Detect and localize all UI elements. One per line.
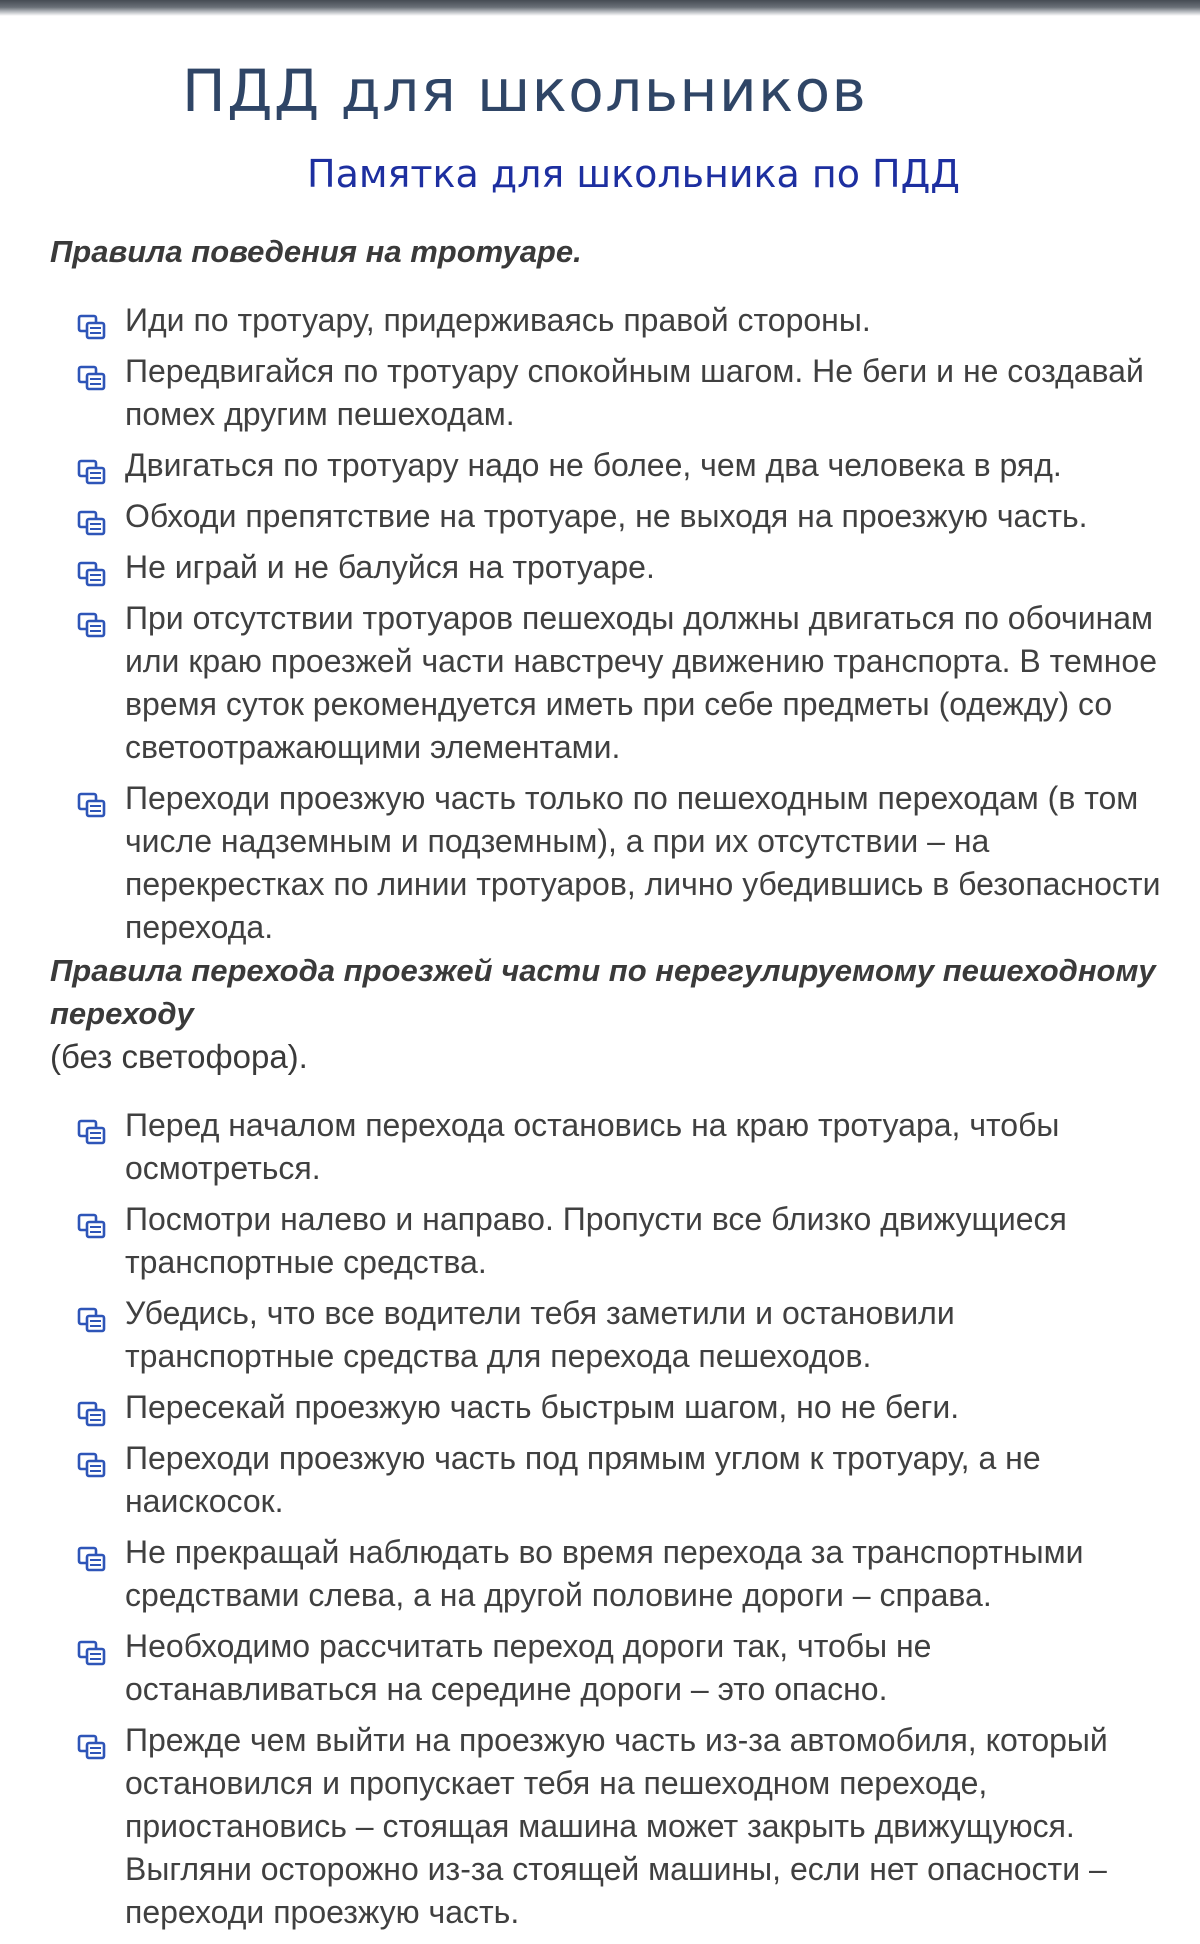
double-square-icon [77, 1301, 107, 1327]
crossing-rules-list [50, 1104, 1170, 1934]
page-subtitle: Памятка для школьника по ПДД [307, 152, 960, 196]
double-square-icon [77, 555, 107, 581]
double-square-icon [77, 1540, 107, 1566]
list-item [50, 597, 1170, 769]
list-item-text: При отсутствии тротуаров пешеходы должны двигаться по обочинам или краю проезжей части навстречу движению транспорта. В темное время суток рекомендуется иметь при себе предметы (одежду) со светоотражающими элементами. [125, 600, 1157, 765]
double-square-icon [77, 1395, 107, 1421]
list-item [50, 1292, 1170, 1378]
section-heading-crossing: Правила перехода проезжей части по нерегулируемому пешеходному переходу [50, 953, 1156, 1031]
list-item-text: Необходимо рассчитать переход дороги так, чтобы не останавливаться на середине дороги – это опасно. [125, 1628, 932, 1707]
list-item-text: Убедись, что все водители тебя заметили и остановили транспортные средства для перехода пешеходов. [125, 1295, 955, 1374]
list-item-text: Переходи проезжую часть под прямым углом к тротуару, а не наискосок. [125, 1440, 1041, 1519]
memo-content [50, 230, 1170, 1942]
list-item-text: Посмотри налево и направо. Пропусти все близко движущиеся транспортные средства. [125, 1201, 1067, 1280]
list-item [50, 1719, 1170, 1934]
double-square-icon [77, 1113, 107, 1139]
double-square-icon [77, 786, 107, 812]
double-square-icon [77, 453, 107, 479]
list-item [50, 495, 1170, 538]
list-item-text: Передвигайся по тротуару спокойным шагом. Не беги и не создавай помех другим пешеходам. [125, 353, 1144, 432]
double-square-icon [77, 1728, 107, 1754]
double-square-icon [77, 359, 107, 385]
list-item-text: Не прекращай наблюдать во время перехода за транспортными средствами слева, а на другой половине дороги – справа. [125, 1534, 1084, 1613]
section-heading-sidewalk: Правила поведения на тротуаре. [50, 234, 582, 269]
list-item-text: Переходи проезжую часть только по пешеходным переходам (в том числе надземным и подземным), а при их отсутствии – на перекрестках по линии тротуаров, лично убедившись в безопасности перехода. [125, 780, 1161, 945]
list-item-text: Иди по тротуару, придерживаясь правой стороны. [125, 302, 871, 338]
list-item-text: Не играй и не балуйся на тротуаре. [125, 549, 655, 585]
page-title: ПДД для школьников [182, 57, 868, 125]
list-item [50, 1625, 1170, 1711]
list-item-text: Пересекай проезжую часть быстрым шагом, но не беги. [125, 1389, 960, 1425]
double-square-icon [77, 1207, 107, 1233]
list-item [50, 777, 1170, 949]
list-item [50, 546, 1170, 589]
double-square-icon [77, 606, 107, 632]
top-shadow-bar [0, 0, 1200, 16]
sidewalk-rules-list [50, 299, 1170, 949]
list-item-text: Перед началом перехода остановись на краю тротуара, чтобы осмотреться. [125, 1107, 1060, 1186]
list-item [50, 1531, 1170, 1617]
list-item-text: Прежде чем выйти на проезжую часть из-за автомобиля, который остановился и пропускает тебя на пешеходном переходе, приостановись – стоящая машина может закрыть движущуюся. Выгляни осторожно из-за стоящей машины, если нет опасности – переходи проезжую часть. [125, 1722, 1108, 1930]
list-item [50, 1198, 1170, 1284]
list-item [50, 350, 1170, 436]
list-item [50, 299, 1170, 342]
list-item-text: Двигаться по тротуару надо не более, чем два человека в ряд. [125, 447, 1062, 483]
list-item [50, 1386, 1170, 1429]
list-item [50, 1437, 1170, 1523]
section-note: (без светофора). [50, 1038, 308, 1075]
double-square-icon [77, 1446, 107, 1472]
double-square-icon [77, 308, 107, 334]
list-item [50, 444, 1170, 487]
list-item-text: Обходи препятствие на тротуаре, не выходя на проезжую часть. [125, 498, 1088, 534]
double-square-icon [77, 1634, 107, 1660]
list-item [50, 1104, 1170, 1190]
double-square-icon [77, 504, 107, 530]
